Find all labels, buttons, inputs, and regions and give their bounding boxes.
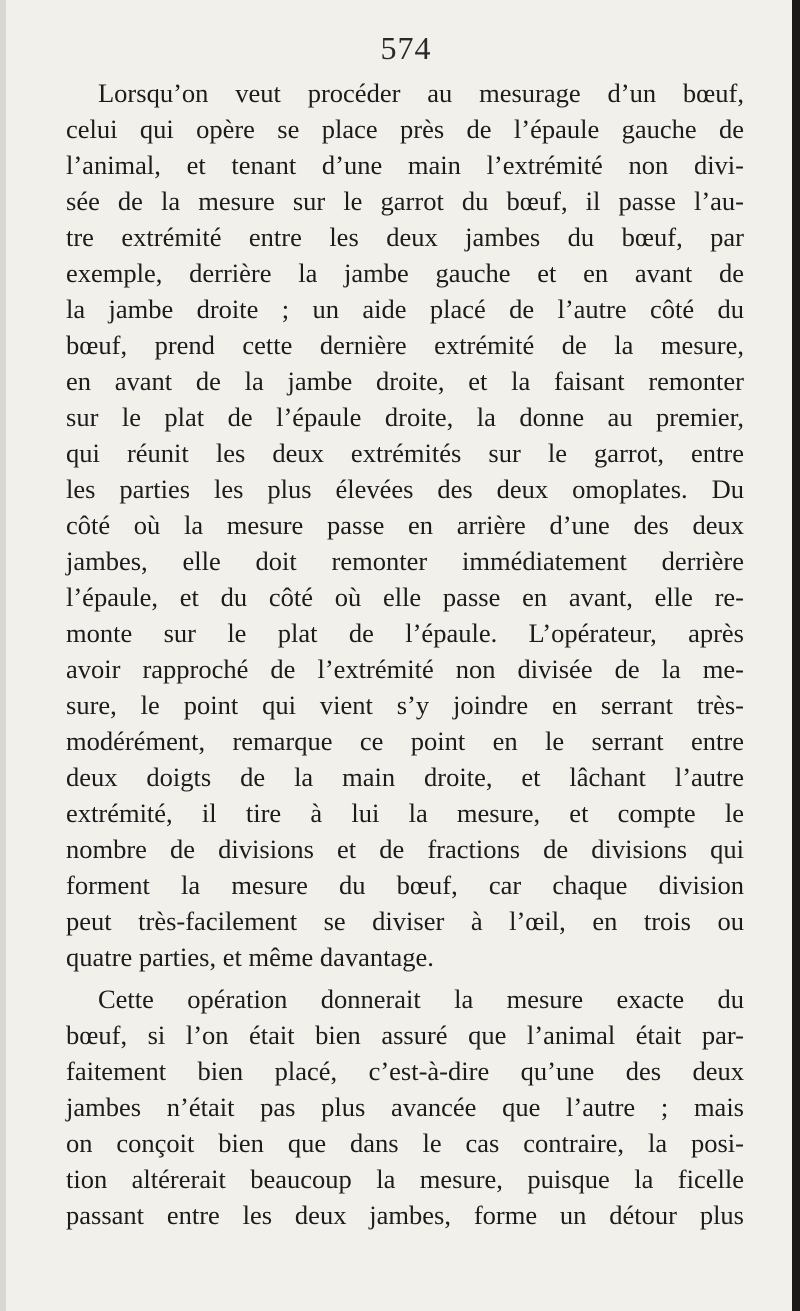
text-line: monte sur le plat de l’épaule. L’opérateur, après bbox=[66, 618, 744, 648]
text-line: exemple, derrière la jambe gauche et en avant de bbox=[66, 258, 744, 288]
text-line: bœuf, si l’on était bien assuré que l’animal était par- bbox=[66, 1020, 744, 1050]
text-line: celui qui opère se place près de l’épaule gauche de bbox=[66, 114, 744, 144]
text-line: jambes n’était pas plus avancée que l’autre ; mais bbox=[66, 1092, 744, 1122]
text-line: faitement bien placé, c’est-à-dire qu’une des deux bbox=[66, 1056, 744, 1086]
text-line: deux doigts de la main droite, et lâchant l’autre bbox=[66, 762, 744, 792]
text-line: sure, le point qui vient s’y joindre en serrant très- bbox=[66, 690, 744, 720]
text-line: jambes, elle doit remonter immédiatement derrière bbox=[66, 546, 744, 576]
text-line: l’animal, et tenant d’une main l’extrémité non divi- bbox=[66, 150, 744, 180]
text-line: l’épaule, et du côté où elle passe en avant, elle re- bbox=[66, 582, 744, 612]
text-line: quatre parties, et même davantage. bbox=[66, 942, 434, 972]
text-line: les parties les plus élevées des deux omoplates. Du bbox=[66, 474, 744, 504]
text-line: forment la mesure du bœuf, car chaque division bbox=[66, 870, 744, 900]
body-text bbox=[66, 75, 744, 1233]
text-line: nombre de divisions et de fractions de divisions qui bbox=[66, 834, 744, 864]
text-line: la jambe droite ; un aide placé de l’autre côté du bbox=[66, 294, 744, 324]
text-line: bœuf, prend cette dernière extrémité de la mesure, bbox=[66, 330, 744, 360]
text-line: sur le plat de l’épaule droite, la donne au premier, bbox=[66, 402, 744, 432]
text-line: côté où la mesure passe en arrière d’une des deux bbox=[66, 510, 744, 540]
text-line: avoir rapproché de l’extrémité non divisée de la me- bbox=[66, 654, 744, 684]
text-line: en avant de la jambe droite, et la faisant remonter bbox=[66, 366, 744, 396]
text-line: Cette opération donnerait la mesure exacte du bbox=[98, 984, 744, 1014]
text-line: on conçoit bien que dans le cas contraire, la posi- bbox=[66, 1128, 744, 1158]
text-line: qui réunit les deux extrémités sur le garrot, entre bbox=[66, 438, 744, 468]
text-line: Lorsqu’on veut procéder au mesurage d’un bœuf, bbox=[98, 78, 744, 108]
page-number: 574 bbox=[380, 30, 432, 66]
text-line: modérément, remarque ce point en le serrant entre bbox=[66, 726, 744, 756]
text-line: sée de la mesure sur le garrot du bœuf, il passe l’au- bbox=[66, 186, 744, 216]
paragraph-1 bbox=[66, 75, 744, 975]
text-line: extrémité, il tire à lui la mesure, et compte le bbox=[66, 798, 744, 828]
text-line: tion altérerait beaucoup la mesure, puisque la ficelle bbox=[66, 1164, 744, 1194]
text-line: peut très-facilement se diviser à l’œil, en trois ou bbox=[66, 906, 744, 936]
text-line: passant entre les deux jambes, forme un détour plus bbox=[66, 1200, 744, 1230]
paragraph-2 bbox=[66, 981, 744, 1233]
text-line: tre extrémité entre les deux jambes du bœuf, par bbox=[66, 222, 744, 252]
